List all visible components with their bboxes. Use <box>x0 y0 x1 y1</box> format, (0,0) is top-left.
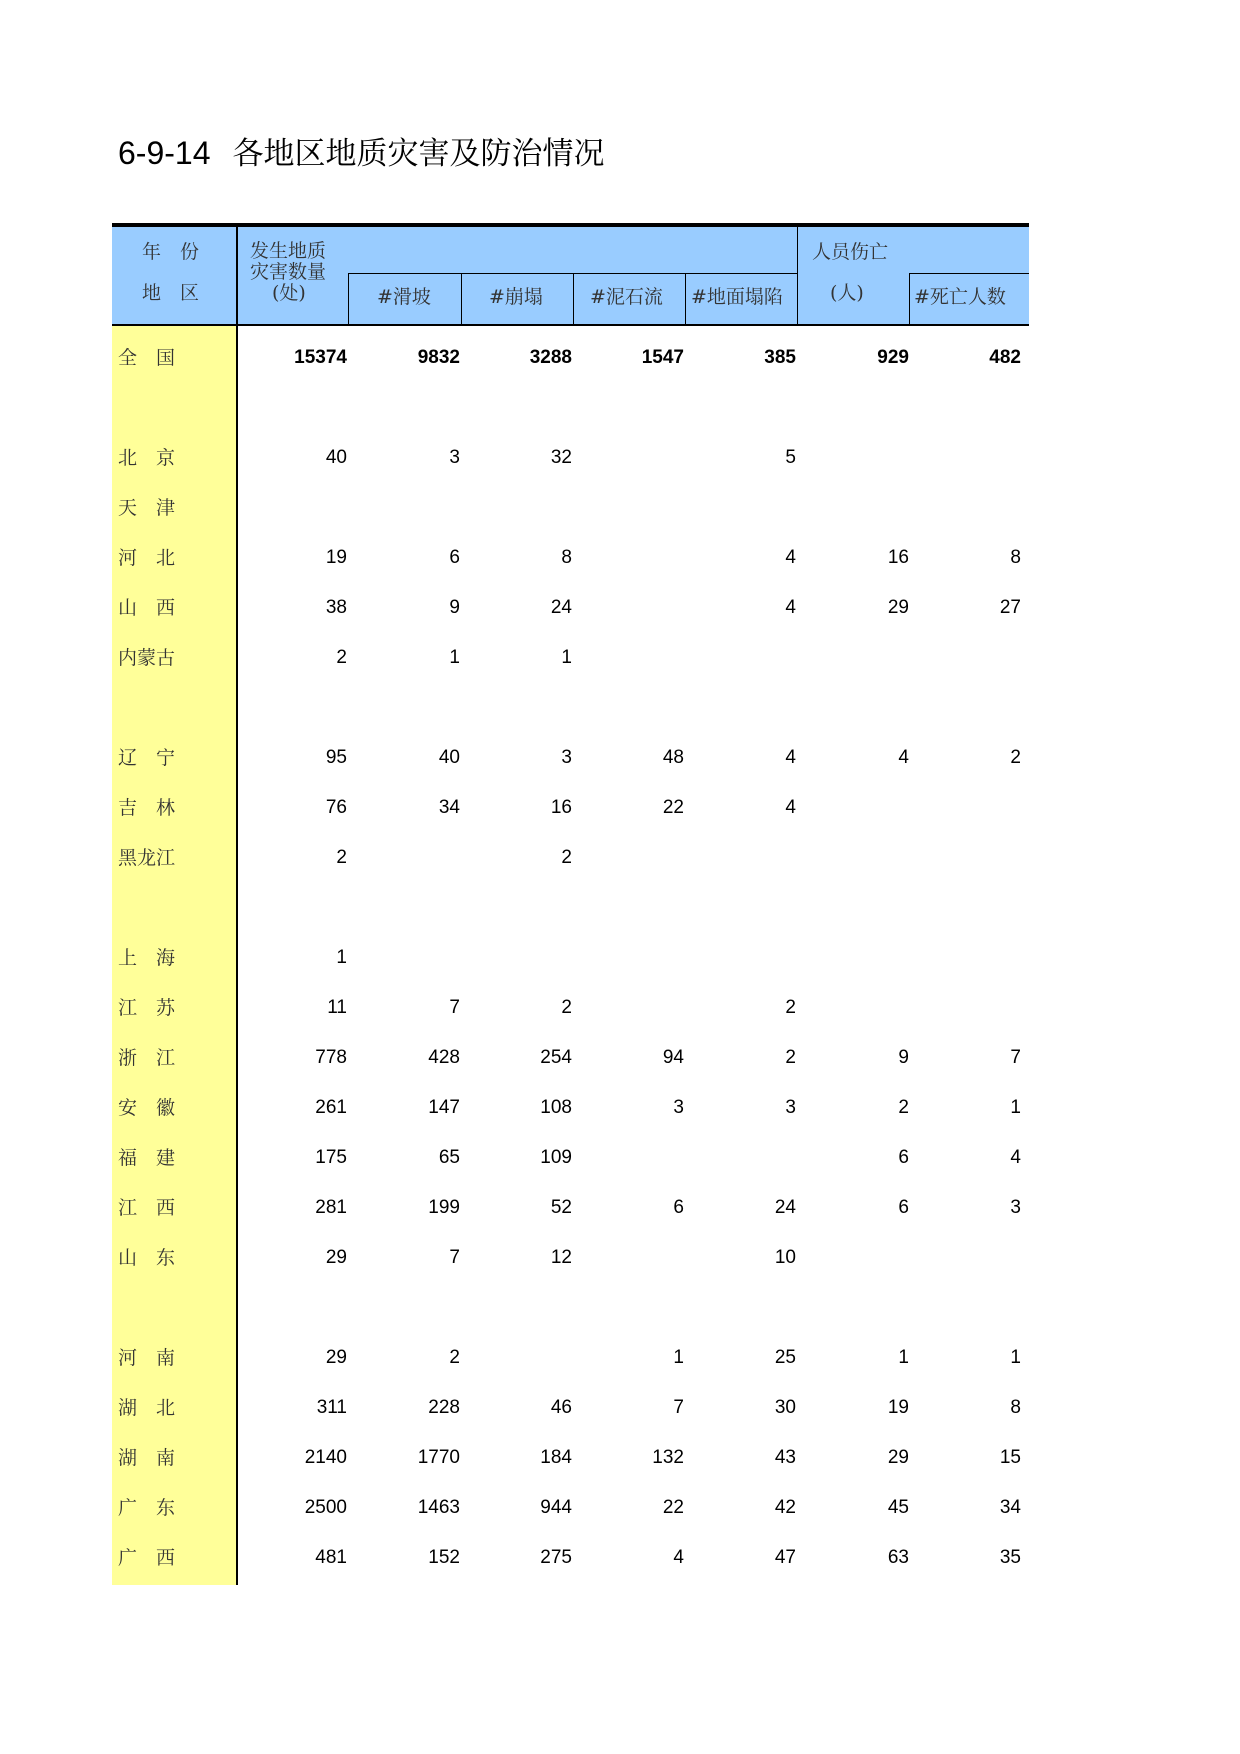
table-row <box>112 583 1029 633</box>
region-label: 山 西 <box>118 597 176 619</box>
region-label: 辽 宁 <box>118 747 176 769</box>
table-cell: 9 <box>449 597 460 618</box>
table-cell: 24 <box>550 597 572 618</box>
table-cell: 778 <box>315 1047 347 1068</box>
table-cell: 385 <box>764 347 796 368</box>
header-disasters-unit: (处) <box>272 282 306 304</box>
table-cell: 132 <box>652 1447 684 1468</box>
table-cell: 1 <box>898 1347 909 1368</box>
table-cell: 152 <box>428 1547 460 1568</box>
table-cell: 15 <box>999 1447 1021 1468</box>
table-row <box>112 783 1029 833</box>
table-cell: 2 <box>561 997 572 1018</box>
header-divider <box>909 273 1029 274</box>
header-divider <box>348 273 797 274</box>
region-label: 福 建 <box>118 1147 176 1169</box>
table-cell: 16 <box>887 547 909 568</box>
header-divider <box>797 227 798 325</box>
table-cell: 43 <box>774 1447 796 1468</box>
table-cell: 2 <box>449 1347 460 1368</box>
region-label: 广 东 <box>118 1497 176 1519</box>
table-row <box>112 733 1029 783</box>
table-row <box>112 433 1029 483</box>
table-cell: 40 <box>438 747 460 768</box>
region-label: 广 西 <box>118 1547 176 1569</box>
table-cell: 16 <box>550 797 572 818</box>
table-cell: 32 <box>550 447 572 468</box>
table-cell: 7 <box>673 1397 684 1418</box>
table-cell: 2 <box>561 847 572 868</box>
table-cell: 34 <box>999 1497 1021 1518</box>
table-cell: 1 <box>449 647 460 668</box>
table-cell: 30 <box>774 1397 796 1418</box>
table-row <box>112 1233 1029 1283</box>
table-cell: 108 <box>540 1097 572 1118</box>
table-cell: 3288 <box>529 347 572 368</box>
table-cell: 6 <box>898 1147 909 1168</box>
header-casualties: 人员伤亡 <box>812 241 889 263</box>
table-cell: 8 <box>561 547 572 568</box>
region-label: 湖 南 <box>118 1447 176 1469</box>
header-rule <box>112 324 1029 326</box>
table-row <box>112 1333 1029 1383</box>
table-cell: 3 <box>561 747 572 768</box>
table-cell: 42 <box>774 1497 796 1518</box>
table-cell: 76 <box>325 797 347 818</box>
table-cell: 7 <box>449 997 460 1018</box>
table-row <box>112 1083 1029 1133</box>
table-cell: 481 <box>315 1547 347 1568</box>
table-cell: 7 <box>449 1247 460 1268</box>
table-cell: 11 <box>327 997 347 1018</box>
table-cell: 929 <box>877 347 909 368</box>
table-cell: 1770 <box>417 1447 460 1468</box>
table-row <box>112 1533 1029 1583</box>
table-cell: 482 <box>989 347 1021 368</box>
table-cell: 4 <box>785 747 796 768</box>
table-cell: 2 <box>1010 747 1021 768</box>
header-year: 年 份 <box>142 241 200 263</box>
table-cell: 6 <box>673 1197 684 1218</box>
table-cell: 15374 <box>294 347 347 368</box>
region-label: 内蒙古 <box>118 647 176 669</box>
region-label: 山 东 <box>118 1247 176 1269</box>
table-cell: 2 <box>785 997 796 1018</box>
table-cell: 1 <box>336 947 347 968</box>
region-label: 吉 林 <box>118 797 176 819</box>
table-cell: 147 <box>428 1097 460 1118</box>
table-cell: 63 <box>887 1547 909 1568</box>
header-region: 地 区 <box>142 282 200 304</box>
table-cell: 12 <box>550 1247 572 1268</box>
table-row <box>112 533 1029 583</box>
table-cell: 428 <box>428 1047 460 1068</box>
table-cell: 3 <box>449 447 460 468</box>
header-subsidence: #地面塌陷 <box>691 286 783 308</box>
table-cell: 52 <box>550 1197 572 1218</box>
table-cell: 109 <box>540 1147 572 1168</box>
table-cell: 8 <box>1010 547 1021 568</box>
table-cell: 4 <box>785 797 796 818</box>
header-divider <box>909 273 910 325</box>
table-cell: 35 <box>999 1547 1021 1568</box>
table-row <box>112 933 1029 983</box>
table-row <box>112 333 1029 383</box>
table-row <box>112 833 1029 883</box>
region-label: 上 海 <box>118 947 176 969</box>
table-cell: 184 <box>540 1447 572 1468</box>
table-cell: 8 <box>1010 1397 1021 1418</box>
table-cell: 7 <box>1010 1047 1021 1068</box>
table-cell: 29 <box>325 1247 347 1268</box>
table-row <box>112 1133 1029 1183</box>
region-label: 湖 北 <box>118 1397 176 1419</box>
table-cell: 95 <box>325 747 347 768</box>
region-label: 河 北 <box>118 547 176 569</box>
table-row <box>112 983 1029 1033</box>
region-label: 安 徽 <box>118 1097 176 1119</box>
table-cell: 4 <box>1010 1147 1021 1168</box>
header-debris-flow: #泥石流 <box>590 286 663 308</box>
table-cell: 9 <box>898 1047 909 1068</box>
region-label: 浙 江 <box>118 1047 176 1069</box>
table-cell: 4 <box>673 1547 684 1568</box>
region-label: 全 国 <box>118 347 176 369</box>
table-cell: 2 <box>898 1097 909 1118</box>
table-cell: 6 <box>449 547 460 568</box>
table-row <box>112 1383 1029 1433</box>
table-cell: 65 <box>438 1147 460 1168</box>
table-cell: 1 <box>561 647 572 668</box>
table-cell: 2 <box>336 647 347 668</box>
region-label: 河 南 <box>118 1347 176 1369</box>
table-row <box>112 633 1029 683</box>
table-cell: 2 <box>336 847 347 868</box>
table-cell: 10 <box>774 1247 796 1268</box>
table-cell: 275 <box>540 1547 572 1568</box>
table-cell: 25 <box>774 1347 796 1368</box>
table-cell: 6 <box>898 1197 909 1218</box>
table-cell: 29 <box>887 1447 909 1468</box>
table-cell: 40 <box>325 447 347 468</box>
table-cell: 228 <box>428 1397 460 1418</box>
header-casualties-unit: (人) <box>830 282 864 304</box>
table-cell: 45 <box>887 1497 909 1518</box>
table-cell: 1 <box>1010 1347 1021 1368</box>
region-label: 江 苏 <box>118 997 176 1019</box>
table-cell: 24 <box>774 1197 796 1218</box>
table-cell: 38 <box>325 597 347 618</box>
table-cell: 34 <box>438 797 460 818</box>
table-row <box>112 1483 1029 1533</box>
table-cell: 9832 <box>417 347 460 368</box>
table-cell: 175 <box>315 1147 347 1168</box>
table-cell: 48 <box>662 747 684 768</box>
table-cell: 1 <box>673 1347 684 1368</box>
table-row <box>112 1183 1029 1233</box>
header-disasters: 灾害数量 <box>250 261 327 283</box>
table-cell: 2 <box>785 1047 796 1068</box>
table-cell: 27 <box>999 597 1021 618</box>
header-collapse: #崩塌 <box>489 286 543 308</box>
table-cell: 944 <box>540 1497 572 1518</box>
table-cell: 3 <box>785 1097 796 1118</box>
table-cell: 261 <box>315 1097 347 1118</box>
table-row <box>112 1033 1029 1083</box>
table-cell: 46 <box>550 1397 572 1418</box>
table-cell: 4 <box>898 747 909 768</box>
table-cell: 3 <box>1010 1197 1021 1218</box>
table-cell: 1 <box>1010 1097 1021 1118</box>
table-cell: 311 <box>316 1397 347 1418</box>
table-title: 各地区地质灾害及防治情况 <box>232 136 605 172</box>
region-label: 江 西 <box>118 1197 176 1219</box>
header-deaths: #死亡人数 <box>914 286 1006 308</box>
table-cell: 22 <box>662 797 684 818</box>
header-divider <box>573 273 574 325</box>
header-divider <box>348 273 349 325</box>
table-row <box>112 483 1029 533</box>
table-cell: 29 <box>325 1347 347 1368</box>
table-cell: 19 <box>325 547 347 568</box>
table-cell: 254 <box>540 1047 572 1068</box>
page-title <box>118 128 605 173</box>
header-divider <box>461 273 462 325</box>
table-cell: 4 <box>785 547 796 568</box>
region-label: 天 津 <box>118 497 176 519</box>
region-label: 黑龙江 <box>118 847 176 869</box>
table-cell: 5 <box>785 447 796 468</box>
table-cell: 1547 <box>641 347 684 368</box>
header-disasters: 发生地质 <box>250 240 327 262</box>
table-cell: 47 <box>774 1547 796 1568</box>
region-label: 北 京 <box>118 447 176 469</box>
table-cell: 3 <box>673 1097 684 1118</box>
table-cell: 94 <box>662 1047 684 1068</box>
table-cell: 281 <box>315 1197 347 1218</box>
table-cell: 2500 <box>304 1497 347 1518</box>
table-cell: 4 <box>785 597 796 618</box>
table-cell: 1463 <box>417 1497 460 1518</box>
table-cell: 199 <box>428 1197 460 1218</box>
header-divider <box>685 273 686 325</box>
header-landslide: #滑坡 <box>377 286 431 308</box>
table-cell: 19 <box>887 1397 909 1418</box>
table-row <box>112 1433 1029 1483</box>
table-number: 6-9-14 <box>118 135 211 171</box>
table-cell: 2140 <box>304 1447 347 1468</box>
data-table <box>112 223 1029 1585</box>
table-cell: 22 <box>662 1497 684 1518</box>
table-cell: 29 <box>887 597 909 618</box>
